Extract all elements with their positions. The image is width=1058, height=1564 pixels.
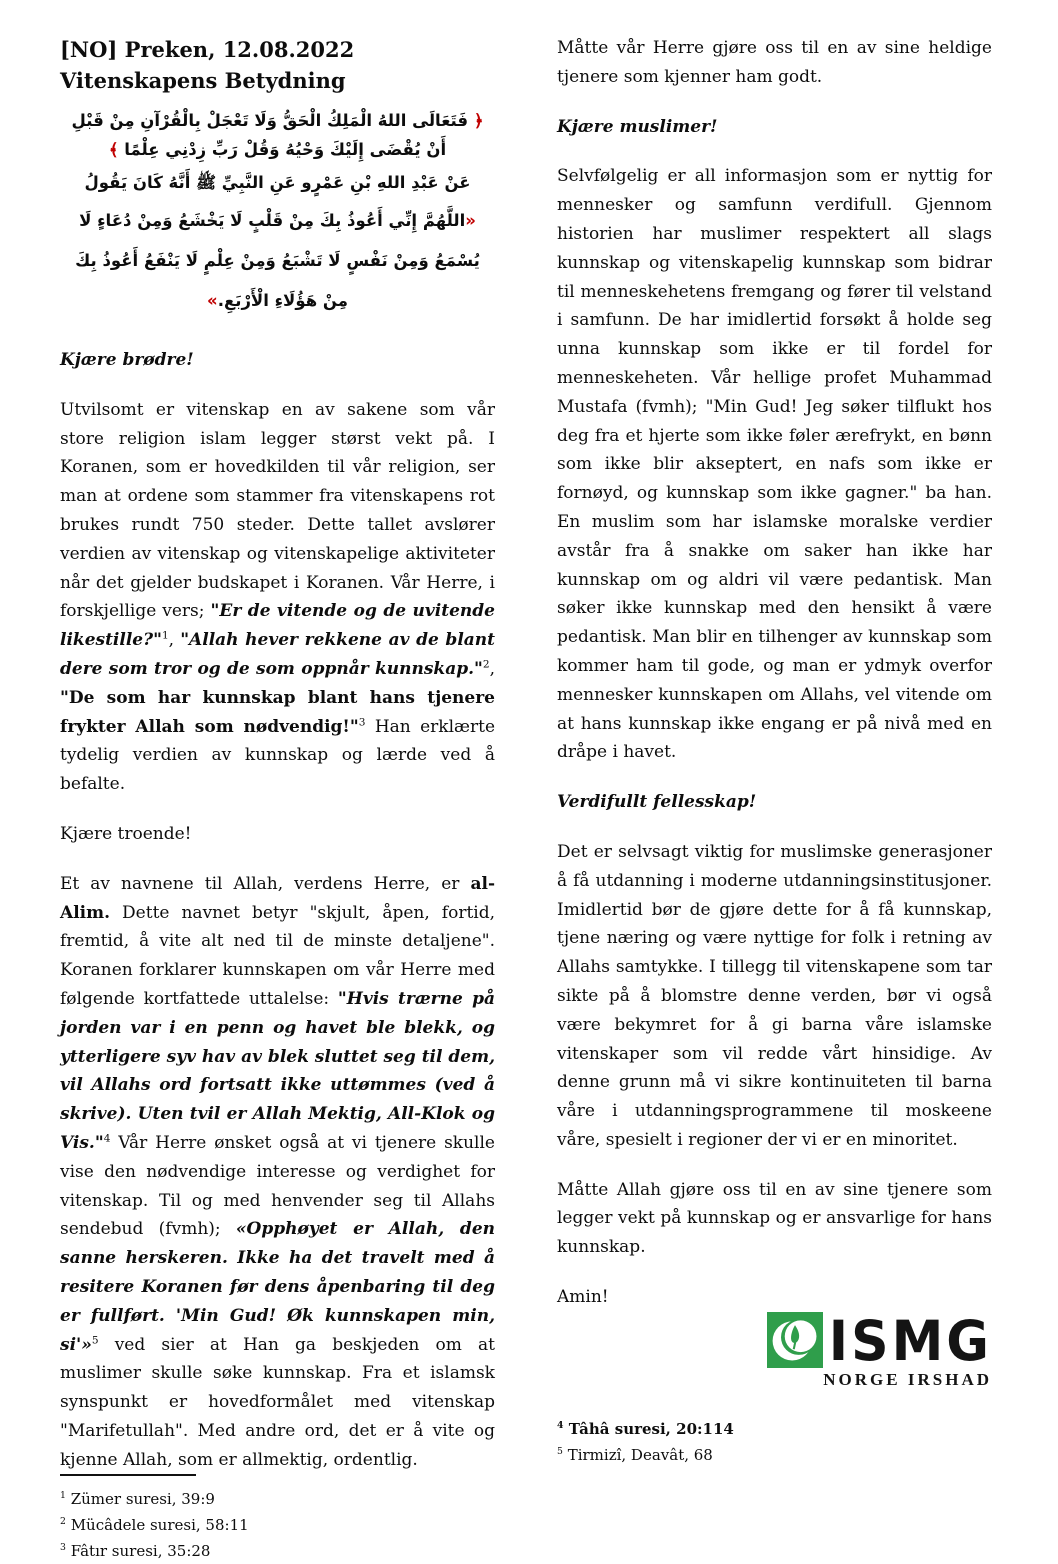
section-heading-community: Verdifullt fellesskap! [557,792,757,813]
logo-wordmark: ISMG [828,1310,992,1374]
footnote-separator [60,1474,196,1476]
section-heading-believers: Kjære troende! [60,823,192,844]
footnote-1 [60,1486,495,1512]
footnote-3 [60,1538,495,1564]
amin-text: Amin! [557,1287,609,1308]
crescent-tulip-icon [767,1312,823,1368]
footnote-marker: 1 [60,1490,66,1502]
right-column [557,34,992,1467]
footnote-marker: 3 [60,1542,66,1554]
section-heading-brothers: Kjære brødre! [60,350,194,370]
footnote-text: Mücâdele suresi, 58:11 [70,1516,249,1535]
doc-title-line2: Vitenskapens Betydning [60,68,346,93]
footnote-text: Fâtır suresi, 35:28 [70,1542,211,1561]
right-footnotes [557,1416,992,1468]
footnote-marker: 2 [60,1516,66,1528]
footnote-5 [557,1442,992,1468]
arabic-dua: «اللَّهُمَّ إِنِّي أَعُوذُ بِكَ مِنْ قَلْبٍ لَا يَخْشَعُ وَمِنْ دُعَاءٍ لَا يُسْمَعُ وَمِنْ نَفْسٍ لَا تَشْبَعُ وَمِنْ عِلْمٍ لَا يَنْفَعُ أَعُوذُ بِكَ مِنْ هَؤُلَاءِ الْأَرْبَعِ.» [75,211,480,310]
footnote-4 [557,1416,992,1442]
paragraph-closing-prayer: Måtte Allah gjøre oss til en av sine tjenere som legger vekt på kunnskap og er ansvarlige for hans kunnskap. [557,1179,992,1258]
footnote-marker: 4 [557,1419,564,1431]
footnote-text: Tirmizî, Deavât, 68 [567,1445,713,1464]
footnote-text: Zümer suresi, 39:9 [70,1490,215,1509]
paragraph-useful-knowledge: Selvfølgelig er all informasjon som er nyttig for mennesker og samfunn verdifull. Gjennom historien har muslimer respektert all slags kunnskap og vitenskapelig kunnskap som bidrar til menneskehetens fremgang og fører til velstand i samfunn. De har imidlertid forsøkt å holde seg unna kunnskap som ikke er til fordel for menneskeheten. Vår hellige profet Muhammad Mustafa (fvmh); "Min Gud! Jeg søker tilflukt hos deg fra et hjerte som ikke føler ærefrykt, en bønn som ikke blir akseptert, en nafs som ikke er fornøyd, og kunnskap som ikke gagner." ba han. En muslim som har islamske moralske verdier avstår fra å snakke om saker han ikke har kunnskap om og aldri vil være pedantisk. Man søker ikke kunnskap med den hensikt å være pedantisk. Man blir en tilhenger av kunnskap som kommer ham til gode, og man er ydmyk overfor mennesker kunnskapen om Allahs, vel vitende om at hans kunnskap ikke engang er på nivå med en dråpe i havet. [557,166,992,763]
logo-subtitle: NORGE IRSHAD [823,1369,992,1389]
doc-title-line1: [NO] Preken, 12.08.2022 [60,37,355,62]
organization-logo [557,1312,992,1390]
logo-row [767,1310,992,1374]
section-heading-muslims: Kjære muslimer! [557,116,718,137]
left-column [60,34,496,1561]
paragraph-blessing-intro: Måtte vår Herre gjøre oss til en av sine heldige tjenere som kjenner ham godt. [557,38,992,87]
arabic-quran-verse: ﴿ فَتَعَالَى اللهُ الْمَلِكُ الْحَقُّ وَلَا تَعْجَلْ بِالْقُرْآنِ مِنْ قَبْلِ أَنْ يُقْضَى إِلَيْكَ وَحْيُهُ وَقُلْ رَبِّ زِدْنِي عِلْمًا ﴾ [71,111,484,159]
paragraph-science-value: Utvilsomt er vitenskap en av sakene som vår store religion islam legger størst vekt på. I Koranen, som er hovedkilden til vår religion, ser man at ordene som stammer fra vitenskapens rot brukes rundt 750 steder. Dette tallet avslører verdien av vitenskap og vitenskapelige aktiviteter når det gjelder budskapet i Koranen. Vår Herre, i forskjellige vers; "Er de vitende og de uvitende likestille?"$^1$, "Allah hever rekkene av de blant dere som tror og de som oppnår kunnskap."$^2$, "De som har kunnskap blant hans tjenere frykter Allah som nødvendig!"$^3$ Han erklærte tydelig verdien av kunnskap og lærde ved å befalte. [60,399,496,795]
footnote-marker: 5 [557,1445,563,1457]
footnote-text: Tâhâ suresi, 20:114 [568,1419,734,1438]
footnote-2 [60,1512,495,1538]
left-footnotes [60,1474,495,1564]
paragraph-al-alim: Et av navnene til Allah, verdens Herre, er al-Alim. Dette navnet betyr "skjult, åpen, fortid, fremtid, å vite alt ned til de minste detaljene". Koranen forklarer kunnskapen om vår Herre med følgende kortfattede uttalelse: "Hvis trærne på jorden var i en penn og havet ble blekk, og ytterligere syv hav av blek sluttet seg til dem, vil Allahs ord fortsatt ikke uttømmes (ved å skrive). Uten tvil er Allah Mektig, All-Klok og Vis."$^4$ Vår Herre ønsket også at vi tjenere skulle vise den nødvendige interesse og verdighet for vitenskap. Til og med henvender seg til Allahs sendebud (fvmh); «Opphøyet er Allah, den sanne herskeren. Ikke ha det travelt med å resitere Koranen før dens åpenbaring til deg er fullført. 'Min Gud! Øk kunnskapen min, si'»$^5$ ved sier at Han ga beskjeden om at muslimer skulle søke kunnskap. Fra et islamsk synspunkt er hovedformålet med vitenskap "Marifetullah". Med andre ord, det er å vite og kjenne Allah, som er allmektig, ordentlig. [60,873,496,1470]
right-bottom-group [557,1312,992,1490]
paragraph-education: Det er selvsagt viktig for muslimske generasjoner å få utdanning i moderne utdanningsinstitusjoner. Imidlertid bør de gjøre dette for å få kunnskap, tjene næring og være nyttige for folk i retning av Allahs samtykke. I tillegg til vitenskapene som tar sikte på å blomstre denne verden, bør vi også være bekymret for å gi barna våre islamske vitenskaper som vil redde vårt hinsidige. Av denne grunn må vi sikre kontinuiteten til barna våre i utdanningsprogrammene til moskeene våre, spesielt i regioner der vi er en minoritet. [557,841,992,1150]
arabic-hadith-intro: عَنْ عَبْدِ اللهِ بْنِ عَمْرٍو عَنِ النَّبِيِّ ﷺ أَنَّهُ كَانَ يَقُولُ [84,173,471,192]
